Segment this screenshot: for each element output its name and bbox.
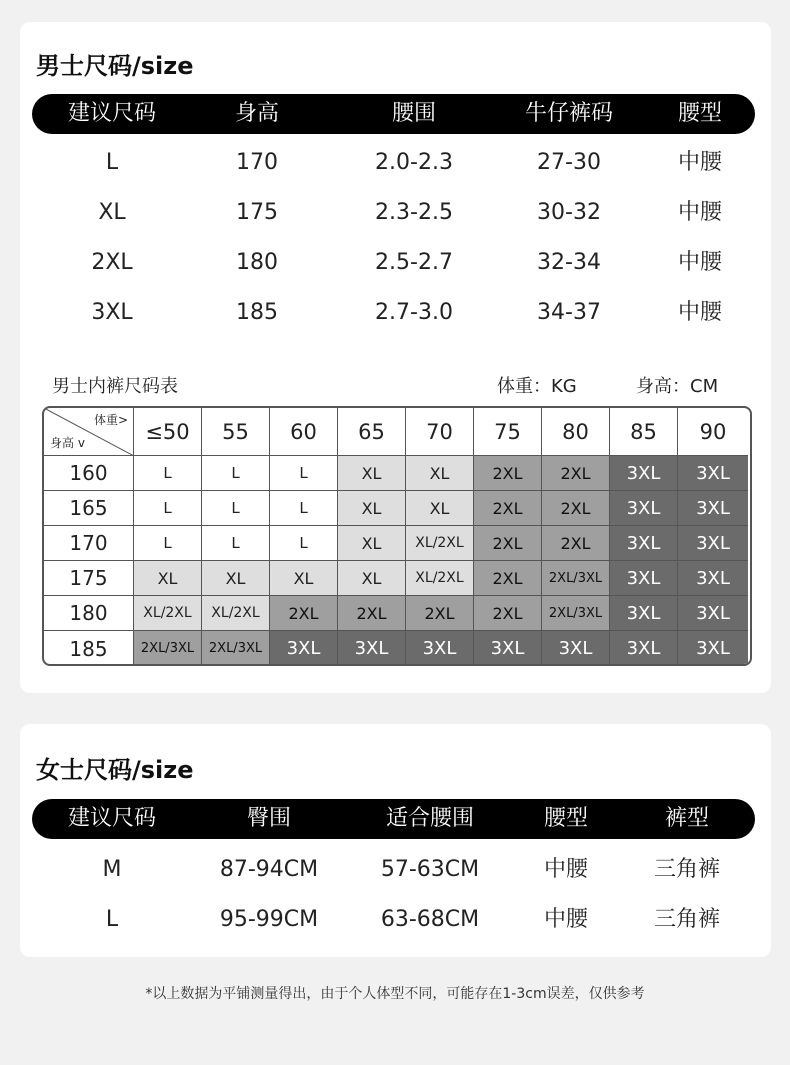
- size-cell: L: [134, 526, 202, 561]
- size-cell: 2XL/3XL: [202, 631, 270, 666]
- underwear-table-title: 男士内裤尺码表: [52, 376, 178, 397]
- size-cell: XL/2XL: [406, 561, 474, 596]
- size-cell: XL: [338, 526, 406, 561]
- cell: 185: [236, 300, 278, 325]
- weight-unit-label: 体重：KG: [497, 376, 577, 397]
- women-header-size: 建议尺码: [67, 806, 157, 831]
- height-row: [44, 491, 748, 526]
- height-row: [44, 526, 748, 561]
- size-cell: XL/2XL: [406, 526, 474, 561]
- cell: 中腰: [543, 857, 589, 882]
- height-label: 170: [44, 526, 134, 561]
- cell: 2.5-2.7: [375, 250, 453, 275]
- women-row: [32, 895, 755, 945]
- cell: 2.0-2.3: [375, 150, 453, 175]
- cell: XL: [98, 200, 126, 225]
- weight-header: ≤50: [134, 408, 202, 456]
- size-cell: XL: [338, 491, 406, 526]
- size-cell: XL/2XL: [202, 596, 270, 631]
- weight-header: 80: [542, 408, 610, 456]
- cell: 中腰: [543, 907, 589, 932]
- women-size-card: [20, 724, 771, 957]
- height-row: [44, 596, 748, 631]
- women-header-pant-type: 裤型: [664, 806, 710, 831]
- size-cell: XL: [406, 456, 474, 491]
- corner-weight-label: 体重>: [93, 413, 128, 427]
- size-cell: 3XL: [678, 561, 748, 596]
- men-size-card: [20, 22, 771, 693]
- height-row: [44, 631, 748, 666]
- size-cell: 2XL: [542, 526, 610, 561]
- size-cell: 2XL/3XL: [542, 561, 610, 596]
- corner-cell: [44, 408, 134, 456]
- size-cell: L: [202, 526, 270, 561]
- cell: L: [105, 150, 119, 175]
- cell: M: [102, 857, 122, 882]
- cell: 30-32: [537, 200, 601, 225]
- cell: 3XL: [91, 300, 133, 325]
- underwear-size-grid: [42, 406, 752, 666]
- cell: 57-63CM: [380, 857, 480, 882]
- size-cell: 2XL: [338, 596, 406, 631]
- size-cell: 3XL: [678, 631, 748, 666]
- height-label: 185: [44, 631, 134, 666]
- size-cell: 3XL: [610, 561, 678, 596]
- size-cell: XL: [202, 561, 270, 596]
- size-cell: 3XL: [678, 456, 748, 491]
- size-cell: 2XL: [474, 456, 542, 491]
- size-cell: XL/2XL: [134, 596, 202, 631]
- cell: 2.3-2.5: [375, 200, 453, 225]
- cell: 180: [236, 250, 278, 275]
- measurement-note: *以上数据为平铺测量得出，由于个人体型不同，可能存在1-3cm误差，仅供参考: [145, 986, 645, 1002]
- size-cell: 3XL: [678, 526, 748, 561]
- size-cell: 2XL: [474, 561, 542, 596]
- weight-header: 60: [270, 408, 338, 456]
- cell: 中腰: [677, 250, 723, 275]
- cell: 87-94CM: [219, 857, 319, 882]
- weight-header: 70: [406, 408, 474, 456]
- men-header-waist: 腰围: [391, 101, 437, 126]
- cell: 中腰: [677, 200, 723, 225]
- weight-header: 90: [678, 408, 748, 456]
- men-header-size: 建议尺码: [67, 101, 157, 126]
- cell: 中腰: [677, 300, 723, 325]
- men-row: [32, 238, 755, 288]
- size-cell: 3XL: [678, 596, 748, 631]
- size-cell: 2XL: [474, 491, 542, 526]
- size-cell: 3XL: [542, 631, 610, 666]
- size-cell: L: [202, 491, 270, 526]
- cell: 三角裤: [653, 857, 721, 882]
- height-label: 175: [44, 561, 134, 596]
- size-cell: L: [270, 491, 338, 526]
- size-cell: 2XL: [406, 596, 474, 631]
- women-header-hip: 臀围: [246, 806, 292, 831]
- height-row: [44, 456, 748, 491]
- size-cell: L: [202, 456, 270, 491]
- size-cell: XL: [338, 456, 406, 491]
- men-section-title: 男士尺码/size: [36, 52, 194, 80]
- men-row: [32, 288, 755, 338]
- size-cell: 2XL: [542, 491, 610, 526]
- women-header-waist: 适合腰围: [385, 806, 475, 831]
- size-cell: 2XL: [474, 526, 542, 561]
- height-label: 165: [44, 491, 134, 526]
- weight-header: 85: [610, 408, 678, 456]
- cell: 32-34: [537, 250, 601, 275]
- cell: 27-30: [537, 150, 601, 175]
- cell: 2.7-3.0: [375, 300, 453, 325]
- size-cell: 3XL: [610, 491, 678, 526]
- height-label: 180: [44, 596, 134, 631]
- cell: 中腰: [677, 150, 723, 175]
- size-cell: 2XL/3XL: [134, 631, 202, 666]
- cell: 34-37: [537, 300, 601, 325]
- height-unit-label: 身高：CM: [636, 376, 719, 397]
- size-cell: L: [270, 526, 338, 561]
- cell: 175: [236, 200, 278, 225]
- size-cell: 3XL: [610, 526, 678, 561]
- size-cell: 3XL: [610, 596, 678, 631]
- size-cell: 3XL: [338, 631, 406, 666]
- size-cell: 3XL: [474, 631, 542, 666]
- cell: 2XL: [91, 250, 133, 275]
- size-cell: 3XL: [610, 456, 678, 491]
- men-header-waist-type: 腰型: [677, 101, 723, 126]
- men-header-bar: [32, 94, 755, 134]
- size-cell: 3XL: [610, 631, 678, 666]
- size-cell: XL: [270, 561, 338, 596]
- size-cell: 3XL: [406, 631, 474, 666]
- men-row: [32, 138, 755, 188]
- cell: 95-99CM: [219, 907, 319, 932]
- weight-header: 75: [474, 408, 542, 456]
- cell: 三角裤: [653, 907, 721, 932]
- women-header-bar: [32, 799, 755, 839]
- size-cell: 2XL: [474, 596, 542, 631]
- size-cell: XL: [406, 491, 474, 526]
- cell: L: [105, 907, 119, 932]
- women-header-waist-type: 腰型: [543, 806, 589, 831]
- men-row: [32, 188, 755, 238]
- size-cell: 2XL/3XL: [542, 596, 610, 631]
- women-row: [32, 845, 755, 895]
- weight-header: 65: [338, 408, 406, 456]
- size-cell: XL: [338, 561, 406, 596]
- size-cell: 2XL: [270, 596, 338, 631]
- height-row: [44, 561, 748, 596]
- size-cell: L: [134, 456, 202, 491]
- men-header-jeans: 牛仔裤码: [524, 101, 614, 126]
- weight-header-row: [44, 408, 748, 456]
- cell: 63-68CM: [380, 907, 480, 932]
- women-section-title: 女士尺码/size: [36, 756, 194, 784]
- size-cell: 2XL: [542, 456, 610, 491]
- weight-header: 55: [202, 408, 270, 456]
- size-cell: L: [134, 491, 202, 526]
- size-cell: 3XL: [270, 631, 338, 666]
- cell: 170: [236, 150, 278, 175]
- size-cell: XL: [134, 561, 202, 596]
- height-label: 160: [44, 456, 134, 491]
- men-header-height: 身高: [234, 101, 280, 126]
- size-cell: L: [270, 456, 338, 491]
- size-cell: 3XL: [678, 491, 748, 526]
- corner-height-label: 身高 v: [50, 436, 85, 450]
